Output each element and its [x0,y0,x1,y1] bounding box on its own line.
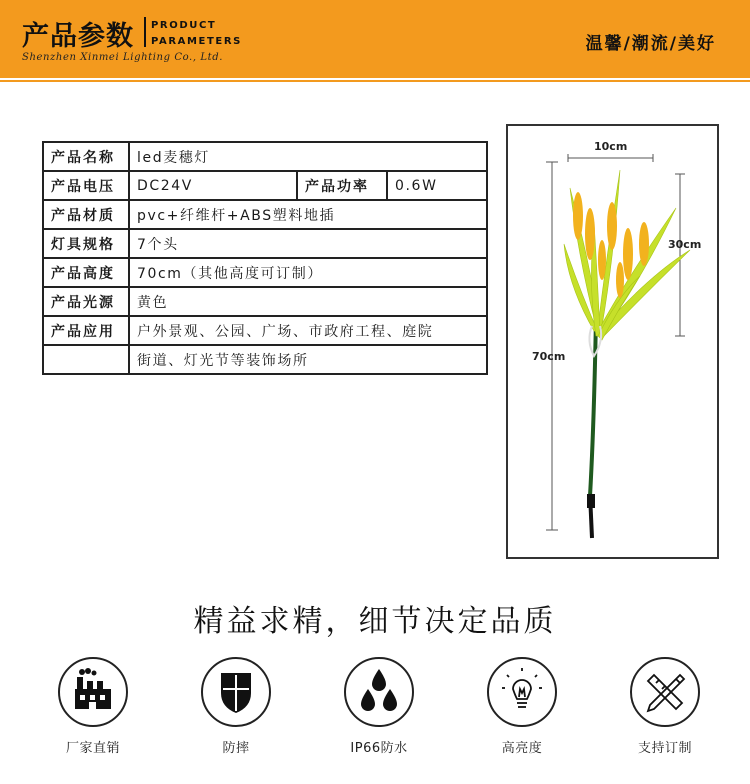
feature-drop-proof [191,657,281,756]
product-photo [506,124,719,559]
feature-label: 高亮度 [501,741,543,756]
param-value: pvc+纤维杆+ABS塑料地插 [129,200,487,229]
shield-icon [203,659,269,725]
wheat-lamp-illustration [508,126,717,557]
param-label: 产品应用 [43,316,129,345]
ruler-pencil-icon [632,659,698,725]
table-row [43,316,487,345]
width-dimension-label: 10cm [594,140,628,153]
section-title: 精益求精，细节决定品质 [193,604,557,639]
feature-high-brightness [477,657,567,756]
param-label: 产品功率 [297,171,387,200]
water-drops-icon [346,659,412,725]
param-value: 户外景观、公园、广场、市政府工程、庭院 [129,316,487,345]
param-label: 产品电压 [43,171,129,200]
table-row [43,171,487,200]
total-height-dimension-label: 70cm [532,350,566,363]
parameter-table [42,141,488,375]
param-value: led麦穗灯 [129,142,487,171]
param-value: 黄色 [129,287,487,316]
feature-waterproof [334,657,424,756]
head-height-dimension-label: 30cm [668,238,702,251]
feature-label: IP66防水 [350,741,408,756]
header-slogan: 温馨/潮流/美好 [585,34,716,54]
param-label: 灯具规格 [43,229,129,258]
table-row [43,200,487,229]
param-value: 0.6W [387,171,487,200]
table-row [43,287,487,316]
feature-factory-direct [48,657,138,756]
table-row [43,258,487,287]
param-value: 街道、灯光节等装饰场所 [129,345,487,374]
feature-label: 支持订制 [637,741,692,756]
param-label: 产品光源 [43,287,129,316]
header-english-line2: PARAMETERS [151,36,242,47]
company-name: Shenzhen Xinmei Lighting Co., Ltd. [22,52,224,63]
table-row [43,345,487,374]
header-underline [0,80,750,82]
header-divider [144,17,146,47]
param-value: 70cm（其他高度可订制） [129,258,487,287]
table-row [43,142,487,171]
feature-customization [620,657,710,756]
header-english-line1: PRODUCT [151,20,217,31]
table-row [43,229,487,258]
header-banner [0,0,750,78]
factory-icon [60,659,126,725]
param-label: 产品材质 [43,200,129,229]
param-value: DC24V [129,171,297,200]
feature-label: 防摔 [222,741,250,756]
light-bulb-icon [489,659,555,725]
param-label: 产品高度 [43,258,129,287]
feature-label: 厂家直销 [65,741,120,756]
param-label: 产品名称 [43,142,129,171]
header-title: 产品参数 [22,21,134,52]
param-value: 7个头 [129,229,487,258]
param-label-empty [43,345,129,374]
